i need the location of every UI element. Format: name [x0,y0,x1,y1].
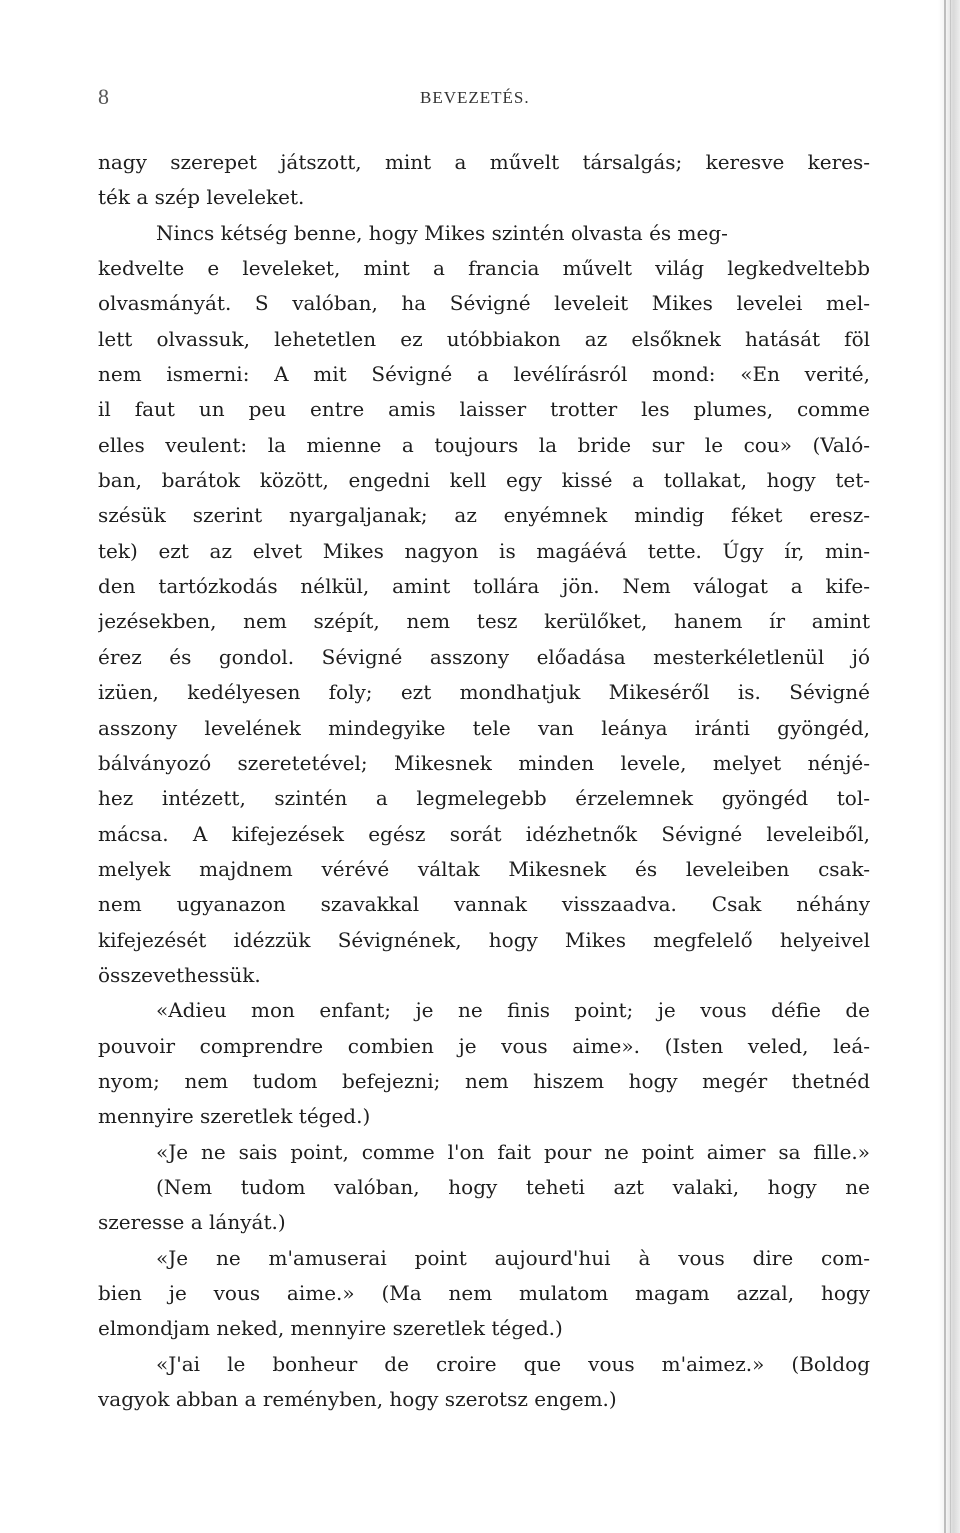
text-line: izüen, kedélyesen foly; ezt mondhatjuk Mikeséről is. Sévigné [98,680,870,705]
text-line: lett olvassuk, lehetetlen ez utóbbiakon az elsőknek hatását föl [98,326,870,351]
text-line: nem ugyanazon szavakkal vannak visszaadva. Csak néhány [98,892,870,917]
text-line: elles veulent: la mienne a toujours la bride sur le cou» (Való- [98,432,870,457]
text-line: kifejezését idézzük Sévignének, hogy Mikes megfelelő helyeivel [98,927,870,952]
text-line: érez és gondol. Sévigné asszony előadása mesterkéletlenül jó [98,644,870,669]
text-line: ban, barátok között, engedni kell egy kissé a tollakat, hogy tet- [98,468,870,493]
text-line: nyom; nem tudom befejezni; nem hiszem hogy megér thetnéd [98,1068,870,1093]
body-text [98,145,870,1417]
page-edge-line [944,0,946,1533]
text-line: ték a szép leveleket. [98,185,305,210]
text-line: vagyok abban a reményben, hogy szerotsz engem.) [98,1387,617,1412]
text-line: kedvelte e leveleket, mint a francia művelt világ legkedveltebb [98,256,870,281]
text-line: (Nem tudom valóban, hogy teheti azt valaki, hogy ne [156,1174,870,1199]
page-header [98,84,868,114]
text-line: tek) ezt az elvet Mikes nagyon is magáévá tette. Úgy ír, min- [98,538,870,563]
text-line: «Je ne m'amuserai point aujourd'hui à vous dire com- [156,1245,870,1270]
page-edge-line-thin [950,0,951,1533]
text-line: szésük szerint nyargaljanak; az enyémnek mindig féket eresz- [98,503,870,528]
text-line: den tartózkodás nélkül, amint tollára jön. Nem válogat a kife- [98,574,870,599]
text-line: il faut un peu entre amis laisser trotter les plumes, comme [98,397,870,422]
text-line: mácsa. A kifejezések egész sorát idézhetnők Sévigné leveleiből, [98,821,870,846]
text-line: bálványozó szeretetével; Mikesnek minden levele, melyet nénjé- [98,750,870,775]
text-line: elmondjam neked, mennyire szeretlek téged.) [98,1316,563,1341]
text-line: Nincs kétség benne, hogy Mikes szintén olvasta és meg- [156,220,728,245]
text-line: nem ismerni: A mit Sévigné a levélírásról mond: «En verité, [98,362,870,387]
text-line: olvasmányát. S valóban, ha Sévigné leveleit Mikes levelei mel- [98,291,870,316]
page-number: 8 [98,84,109,109]
text-line: hez intézett, szintén a legmelegebb érzelemnek gyöngéd tol- [98,786,870,811]
text-line: pouvoir comprendre combien je vous aime». (Isten veled, leá- [98,1033,870,1058]
text-line: «Adieu mon enfant; je ne finis point; je vous défie de [156,998,870,1023]
text-line: jezésekben, nem szépít, nem tesz kerülőket, hanem ír amint [98,609,870,634]
text-line: asszony levelének mindegyike tele van leánya iránti gyöngéd, [98,715,870,740]
text-line: «Je ne sais point, comme l'on fait pour ne point aimer sa fille.» [156,1139,870,1164]
page-edge-shadow [938,0,960,1533]
text-line: szeresse a lányát.) [98,1210,286,1235]
text-line: mennyire szeretlek téged.) [98,1104,371,1129]
running-head: BEVEZETÉS. [420,88,530,107]
text-line: bien je vous aime.» (Ma nem mulatom magam azzal, hogy [98,1281,870,1305]
text-line: összevethessük. [98,962,261,987]
text-line: nagy szerepet játszott, mint a művelt társalgás; keresve keres- [98,150,870,174]
text-line: «J'ai le bonheur de croire que vous m'aimez.» (Boldog [156,1351,870,1376]
text-line: melyek majdnem vérévé váltak Mikesnek és leveleiben csak- [98,856,870,881]
